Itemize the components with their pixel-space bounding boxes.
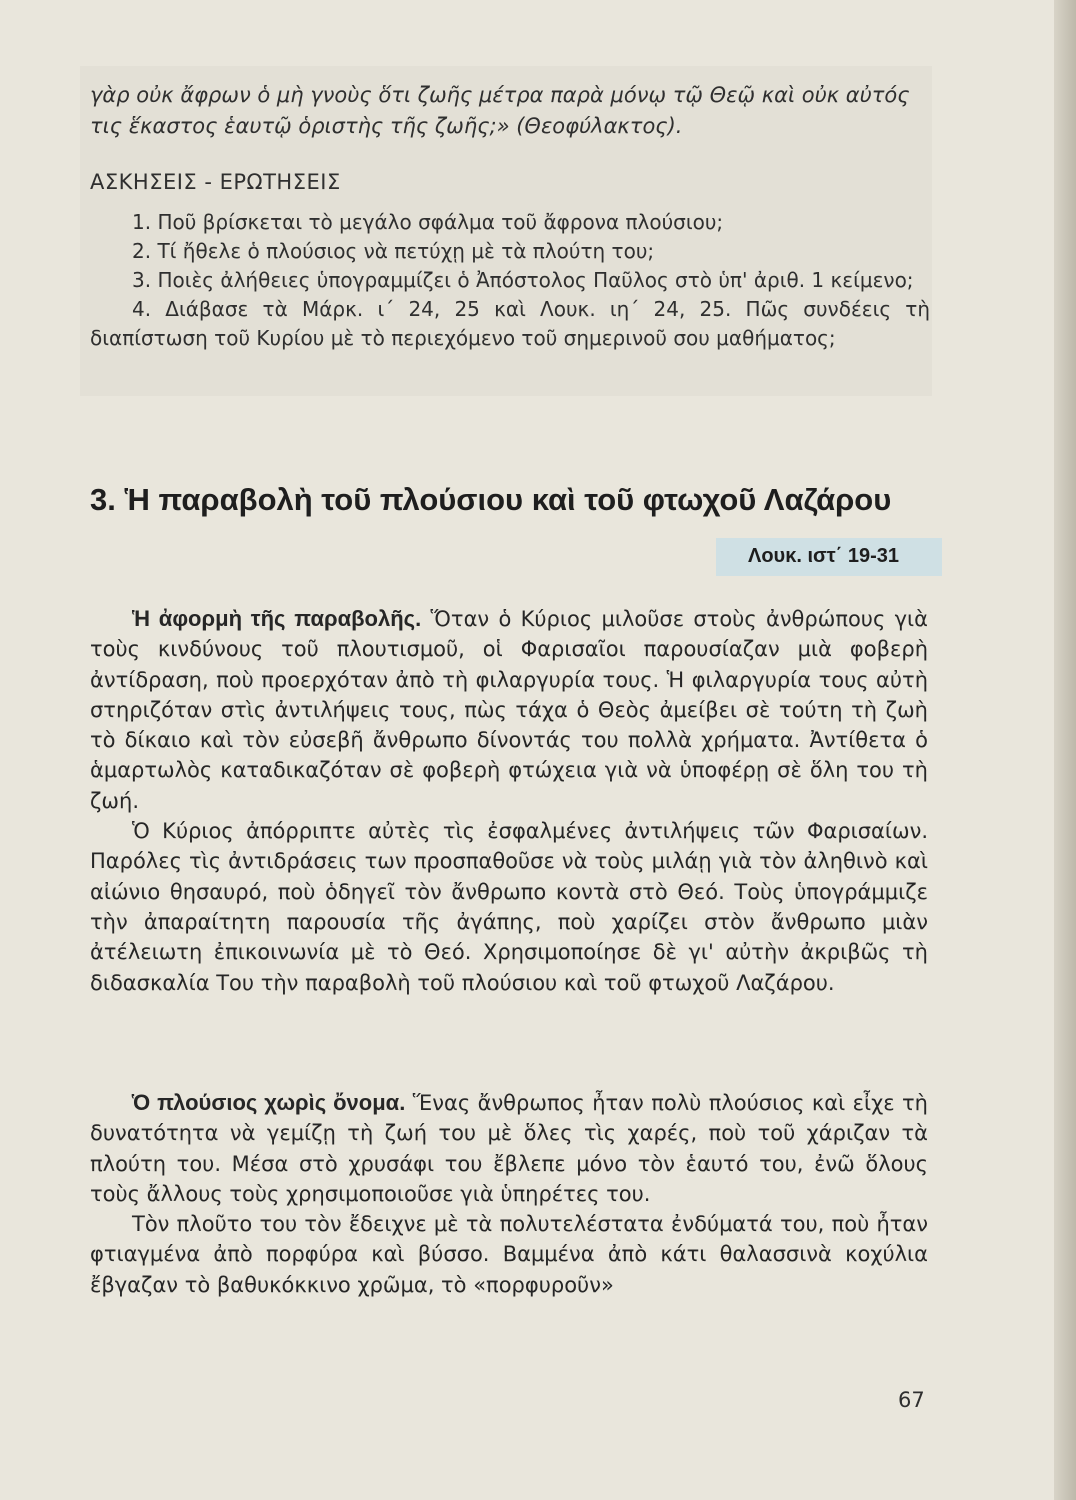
paragraph-block-2 [90,1088,928,1300]
page-edge [1054,0,1076,1500]
paragraph: Ὁ Κύριος ἀπόρριπτε αὐτὲς τὶς ἐσφαλμένες ἀντιλήψεις τῶν Φαρισαίων. Παρόλες τὶς ἀντιδράσεις των προσπαθοῦσε νὰ τοὺς μιλάῃ γιὰ τὸν ἀληθινὸ καὶ αἰώνιο θησαυρό, ποὺ ὁδηγεῖ τὸν ἄνθρωπο κοντὰ στὸ Θεό. Τοὺς ὑπογράμμιζε τὴν ἀπαραίτητη παρουσία τῆς ἀγάπης, ποὺ χαρίζει στὸν ἄνθρωπο μιὰν ἀτέλειωτη ἐπικοινωνία μὲ τὸ Θεό. Χρησιμοποίησε δὲ γι' αὐτὴν ἀκριβῶς τὴ διδασκαλία Του τὴν παραβολὴ τοῦ πλούσιου καὶ τοῦ φτωχοῦ Λαζάρου. [90,819,928,995]
paragraph-heading: Ὁ πλούσιος χωρὶς ὄνομα. [132,1090,406,1115]
exercises-list [90,208,930,353]
paragraph-heading: Ἡ ἀφορμὴ τῆς παραβολῆς. [132,606,422,631]
exercises-title: ΑΣΚΗΣΕΙΣ - ΕΡΩΤΗΣΕΙΣ [90,170,341,194]
paragraph [90,1088,928,1209]
question-item: 3. Ποιὲς ἀλήθειες ὑπογραμμίζει ὁ Ἀπόστολος Παῦλος στὸ ὑπ' ἀριθ. 1 κείμενο; [132,268,914,292]
question-item: 4. Διάβασε τὰ Μάρκ. ι΄ 24, 25 καὶ Λουκ. ιη΄ 24, 25. Πῶς συνδέεις τὴ διαπίστωση τοῦ Κυρίου μὲ τὸ περιεχόμενο τοῦ σημερινοῦ σου μαθήματος; [90,297,930,350]
scripture-reference: Λουκ. ιστ΄ 19-31 [748,545,899,567]
closing-quote: γὰρ οὐκ ἄφρων ὁ μὴ γνοὺς ὅτι ζωῆς μέτρα παρὰ μόνῳ τῷ Θεῷ καὶ οὐκ αὐτός τις ἕκαστος ἑαυτῷ ὁριστὴς τῆς ζωῆς;» (Θεοφύλακτος). [90,83,910,138]
paragraph [90,604,928,816]
question-item: 2. Τί ἤθελε ὁ πλούσιος νὰ πετύχῃ μὲ τὰ πλούτη του; [132,239,655,263]
paragraph-block-1 [90,604,928,998]
page-number: 67 [898,1388,925,1412]
paragraph-text: Ὅταν ὁ Κύριος μιλοῦσε στοὺς ἀνθρώπους γιὰ τοὺς κινδύνους τοῦ πλουτισμοῦ, οἱ Φαρισαῖοι παρουσίαζαν μιὰ φοβερὴ ἀντίδραση, ποὺ προερχόταν ἀπὸ τὴ φιλαργυρία τους. Ἡ φιλαργυρία τους αὐτὴ στηριζόταν στὶς ἀντιλήψεις τους, πὼς τάχα ὁ Θεὸς ἀμείβει σὲ τούτη τὴ ζωὴ τὸ δίκαιο καὶ τὸν εὐσεβῆ ἄνθρωπο δίνοντάς του πολλὰ χρήματα. Ἀντίθετα ὁ ἁμαρτωλὸς καταδικαζόταν σὲ φοβερὴ φτώχεια γιὰ νὰ ὑποφέρῃ σὲ ὅλη του τὴ ζωή. [90,607,928,813]
section-title: 3. Ἡ παραβολὴ τοῦ πλούσιου καὶ τοῦ φτωχοῦ Λαζάρου [90,482,892,517]
question-item: 1. Ποῦ βρίσκεται τὸ μεγάλο σφάλμα τοῦ ἄφρονα πλούσιου; [132,210,724,234]
paragraph-text: Ἕνας ἄνθρωπος ἦταν πολὺ πλούσιος καὶ εἶχε τὴ δυνατότητα νὰ γεμίζῃ τὴ ζωή του μὲ ὅλες τὶς χαρές, ποὺ τοῦ χάριζαν τὰ πλούτη του. Μέσα στὸ χρυσάφι του ἔβλεπε μόνο τὸν ἑαυτό του, ἐνῶ ὅλους τοὺς ἄλλους τοὺς χρησιμοποιοῦσε γιὰ ὑπηρέτες του. [90,1091,928,1206]
paragraph: Τὸν πλοῦτο του τὸν ἔδειχνε μὲ τὰ πολυτελέστατα ἐνδύματά του, ποὺ ἦταν φτιαγμένα ἀπὸ πορφύρα καὶ βύσσο. Βαμμένα ἀπὸ κάτι θαλασσινὰ κοχύλια ἔβγαζαν τὸ βαθυκόκκινο χρῶμα, τὸ «πορφυροῦν» [90,1212,928,1297]
